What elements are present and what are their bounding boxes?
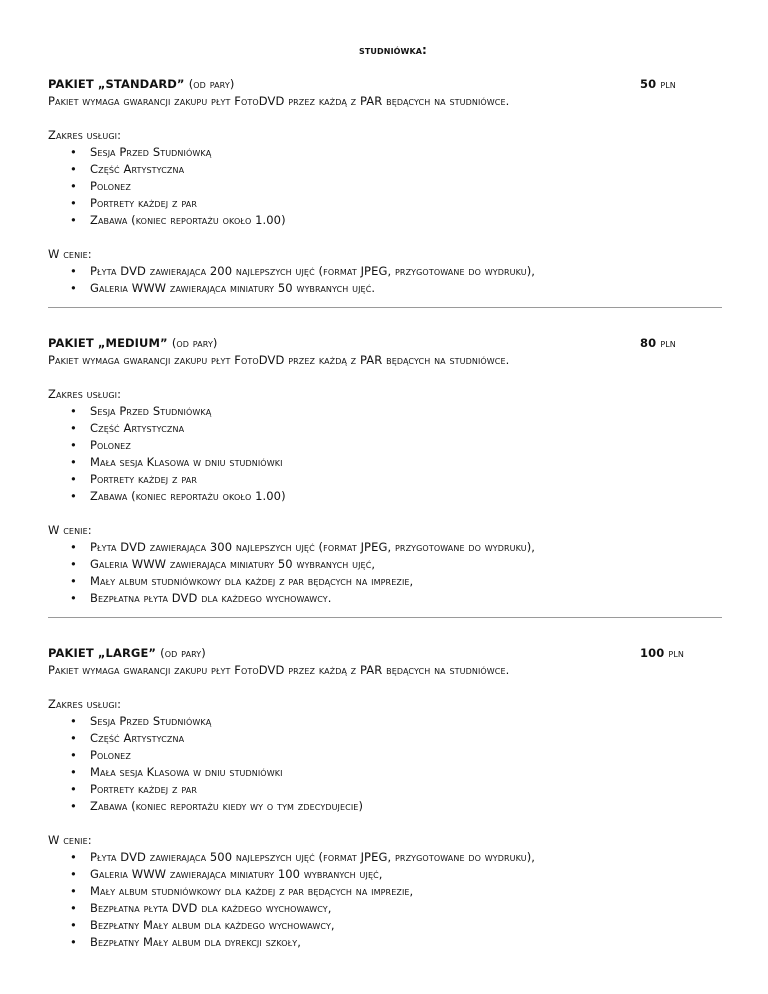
package-price <box>640 645 684 662</box>
scope-list <box>48 144 720 229</box>
package-medium <box>48 335 720 607</box>
bullet-icon: • <box>70 557 77 571</box>
package-price <box>640 76 676 93</box>
price-unit: pln <box>668 646 684 660</box>
package-header <box>48 645 720 662</box>
list-item: • Zabawa (koniec reportażu około 1.00) <box>70 213 286 227</box>
bullet-icon: • <box>70 867 77 881</box>
scope-label: Zakres usługi: <box>48 387 122 401</box>
package-note: Pakiet wymaga gwarancji zakupu płyt FotoDVD przez każdą z PAR będących na studniówce. <box>48 663 510 677</box>
package-suffix: (od pary) <box>171 336 218 350</box>
list-item: • Galeria WWW zawierająca miniatury 50 wybranych ujęć. <box>70 281 376 295</box>
bullet-icon: • <box>70 591 77 605</box>
list-item: • Sesja Przed Studniówką <box>70 404 212 418</box>
list-item: • Bezpłatny Mały album dla dyrekcji szkoły, <box>70 935 301 949</box>
list-item: • Polonez <box>70 748 131 762</box>
scope-list <box>48 713 720 815</box>
list-item: • Galeria WWW zawierająca miniatury 50 wybranych ujęć, <box>70 557 376 571</box>
list-item: • Bezpłatna płyta DVD dla każdego wychowawcy, <box>70 901 332 915</box>
package-note: Pakiet wymaga gwarancji zakupu płyt FotoDVD przez każdą z PAR będących na studniówce. <box>48 94 510 108</box>
list-item: • Bezpłatny Mały album dla każdego wychowawcy, <box>70 918 335 932</box>
list-item: • Płyta DVD zawierająca 200 najlepszych ujęć (format JPEG, przygotowane do wydruku), <box>70 264 536 278</box>
list-item: • Polonez <box>70 438 131 452</box>
bullet-icon: • <box>70 731 77 745</box>
bullet-icon: • <box>70 574 77 588</box>
bullet-icon: • <box>70 281 77 295</box>
list-item: • Zabawa (koniec reportażu około 1.00) <box>70 489 286 503</box>
price-unit: pln <box>660 77 676 91</box>
bullet-icon: • <box>70 850 77 864</box>
bullet-icon: • <box>70 714 77 728</box>
bullet-icon: • <box>70 540 77 554</box>
package-note: Pakiet wymaga gwarancji zakupu płyt FotoDVD przez każdą z PAR będących na studniówce. <box>48 353 510 367</box>
bullet-icon: • <box>70 404 77 418</box>
list-item: • Polonez <box>70 179 131 193</box>
package-standard <box>48 76 720 297</box>
list-item: • Portrety każdej z par <box>70 472 198 486</box>
price-includes-list <box>48 263 720 297</box>
package-large <box>48 645 720 951</box>
bullet-icon: • <box>70 782 77 796</box>
scope-label: Zakres usługi: <box>48 697 122 711</box>
list-item: • Mały album studniówkowy dla każdej z par będących na imprezie, <box>70 574 414 588</box>
bullet-icon: • <box>70 901 77 915</box>
section-divider <box>48 617 722 618</box>
bullet-icon: • <box>70 489 77 503</box>
list-item: • Płyta DVD zawierająca 300 najlepszych ujęć (format JPEG, przygotowane do wydruku), <box>70 540 536 554</box>
document <box>48 40 720 951</box>
price-includes-label: W cenie: <box>48 247 92 261</box>
bullet-icon: • <box>70 918 77 932</box>
bullet-icon: • <box>70 455 77 469</box>
package-name: PAKIET „MEDIUM” <box>48 336 168 350</box>
list-item: • Bezpłatna płyta DVD dla każdego wychowawcy. <box>70 591 332 605</box>
bullet-icon: • <box>70 421 77 435</box>
scope-list <box>48 403 720 505</box>
package-suffix: (od pary) <box>160 646 206 660</box>
list-item: • Mała sesja Klasowa w dniu studniówki <box>70 765 283 779</box>
section-divider <box>48 307 722 308</box>
bullet-icon: • <box>70 438 77 452</box>
package-header <box>48 335 720 352</box>
package-suffix: (od pary) <box>188 77 235 91</box>
list-item: • Zabawa (koniec reportażu kiedy wy o tym zdecydujecie) <box>70 799 364 813</box>
bullet-icon: • <box>70 799 77 813</box>
list-item: • Część Artystyczna <box>70 421 185 435</box>
package-name: PAKIET „LARGE” <box>48 646 157 660</box>
list-item: • Mały album studniówkowy dla każdej z par będących na imprezie, <box>70 884 414 898</box>
price-value: 100 <box>640 646 665 660</box>
price-includes-label: W cenie: <box>48 523 92 537</box>
list-item: • Płyta DVD zawierająca 500 najlepszych ujęć (format JPEG, przygotowane do wydruku), <box>70 850 536 864</box>
package-name: PAKIET „STANDARD” <box>48 77 185 91</box>
list-item: • Portrety każdej z par <box>70 782 198 796</box>
price-includes-label: W cenie: <box>48 833 92 847</box>
bullet-icon: • <box>70 884 77 898</box>
list-item: • Część Artystyczna <box>70 162 185 176</box>
bullet-icon: • <box>70 264 77 278</box>
list-item: • Portrety każdej z par <box>70 196 198 210</box>
bullet-icon: • <box>70 179 77 193</box>
document-title: studniówka: <box>359 43 427 57</box>
package-header <box>48 76 720 93</box>
bullet-icon: • <box>70 162 77 176</box>
package-price <box>640 335 676 352</box>
list-item: • Część Artystyczna <box>70 731 185 745</box>
price-includes-list <box>48 539 720 607</box>
bullet-icon: • <box>70 748 77 762</box>
price-includes-list <box>48 849 720 951</box>
bullet-icon: • <box>70 935 77 949</box>
list-item: • Galeria WWW zawierająca miniatury 100 wybranych ujęć, <box>70 867 383 881</box>
bullet-icon: • <box>70 472 77 486</box>
scope-label: Zakres usługi: <box>48 128 122 142</box>
bullet-icon: • <box>70 145 77 159</box>
price-value: 50 <box>640 77 657 91</box>
price-value: 80 <box>640 336 657 350</box>
bullet-icon: • <box>70 213 77 227</box>
list-item: • Mała sesja Klasowa w dniu studniówki <box>70 455 283 469</box>
price-unit: pln <box>660 336 676 350</box>
bullet-icon: • <box>70 765 77 779</box>
list-item: • Sesja Przed Studniówką <box>70 145 212 159</box>
list-item: • Sesja Przed Studniówką <box>70 714 212 728</box>
bullet-icon: • <box>70 196 77 210</box>
